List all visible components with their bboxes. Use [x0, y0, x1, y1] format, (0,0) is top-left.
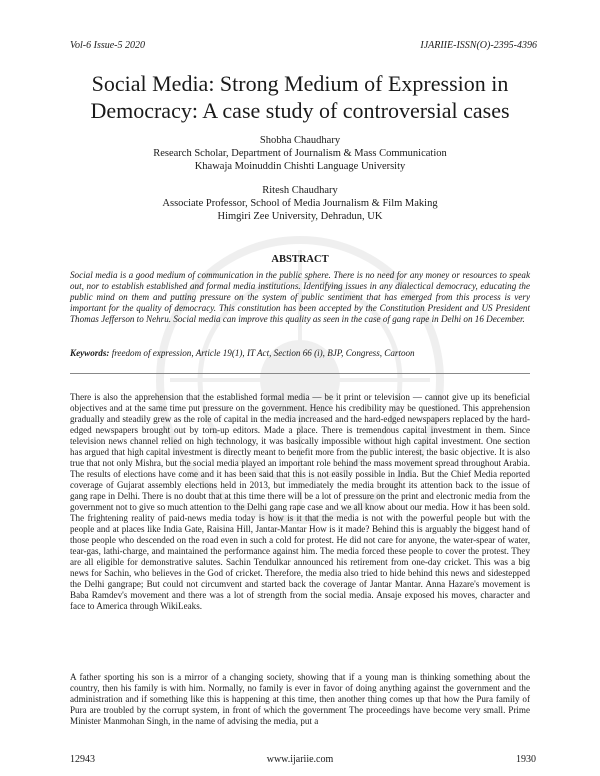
author-affiliation: Khawaja Moinuddin Chishti Language University: [194, 161, 406, 172]
author-position: Research Scholar, Department of Journalism & Mass Communication: [153, 148, 447, 159]
paper-id: 12943: [70, 754, 95, 765]
paper-title: Social Media: Strong Medium of Expression in Democracy: A case study of controversial cases: [90, 71, 510, 123]
keywords-list: freedom of expression, Article 19(1), IT Act, Section 66 (i), BJP, Congress, Cartoon: [111, 348, 415, 358]
volume-issue-label: Vol-6 Issue-5 2020: [70, 40, 145, 51]
author-block-1: [40, 134, 560, 173]
journal-website: www.ijariie.com: [266, 754, 334, 765]
keywords-line: [70, 348, 530, 358]
author-affiliation: Himgiri Zee University, Dehradun, UK: [217, 211, 383, 222]
issn-label: IJARIIE-ISSN(O)-2395-4396: [420, 40, 537, 51]
section-divider: [70, 373, 530, 374]
body-paragraph-1: There is also the apprehension that the established formal media — be it print or television — cannot give up its beneficial objectives and at the same time put pressure on the government. Hence his credibility may be questioned. This apprehension gradually and steadily grew as the role of capital in the media increased and the hard-edged newspapers replaced by the hard-edged newspapers brought out by torn-up editors. Made a place. There is tremendous capital investment in them. Since television news channel relied on high technology, it was basically impossible without high capital investment. One section has argued that high capital investment is directly meant to benefit more from the public interest, the basic objective. It is also true that not only Mishra, but the social media played an important role behind the mass movement spread throughout Arabia. The results of elections have come and it has been said that this is not easily possible in India. But the Chief Media reported coverage of Gujarat assembly elections held in 2013, but immediately the media brought its attention back to the issue of gang rape in Delhi. There is no doubt that at this time there will be a lot of pressure on the print and electronic media from the government not to give so much attention to the Delhi gang rape case and we all know about our media. How it has been sold. The frightening reality of paid-news media today is how is it that the media is not with the powerful people but with the people and at places like India Gate, Raisina Hill, Jantar-Mantar How is it made? Behind this is arguably the biggest hand of those people who descended on the road even in such a cold for protest. He did not care for anyone, the water-spear of water, tear-gas, lathi-charge, and maintained the performance against him. The media forced these people to cover the protest. They are all eligible for demonstrative salutes. Sachin Tendulkar announced his retirement from one-day cricket. This was a big news for Sachin, who believes in the God of cricket. Therefore, the media also tried to hide behind this news and sidestepped the Delhi gangrape; But could not circumvent and started back the coverage of Jantar Mantar. Anna Hazare's movement is Baba Ramdev's movement and there was a lot of strength from the social media. Ansaje exposed his moves, character and face to America through WikiLeaks.: [70, 392, 530, 611]
abstract-text: Social media is a good medium of communication in the public sphere. There is no need for any money or resources to speak out, nor to establish established and formal media institutions. Identifying issues in any dialectical democracy, educating the public mind on them and putting pressure on the system of public sentiment that has emerged from this process is very important for the quality of democracy. This constitution has been accepted by the Constitution President and US President Thomas Jefferson to Nehru. Social media can improve this quality as seen in the case of gang rape in Delhi on 16 December.: [70, 270, 530, 324]
author-name: Shobha Chaudhary: [259, 135, 341, 146]
author-block-2: [40, 184, 560, 223]
page-number: 1930: [516, 754, 536, 765]
body-paragraph-2: A father sporting his son is a mirror of a changing society, showing that if a young man is thinking something about the country, then his family is with him. Normally, no family is ever in favor of doing anything against the government and the administration and if something like this is happening at this time, then another thing comes up that how the Pura family of Pura are troubled by the corrupt system, in front of which the government The proceedings have become very small. Prime Minister Manmohan Singh, in the name of advising the media, put a: [70, 672, 530, 726]
author-name: Ritesh Chaudhary: [262, 185, 338, 196]
keywords-label: Keywords:: [70, 348, 110, 358]
abstract-heading: ABSTRACT: [271, 254, 329, 265]
author-position: Associate Professor, School of Media Journalism & Film Making: [162, 198, 438, 209]
